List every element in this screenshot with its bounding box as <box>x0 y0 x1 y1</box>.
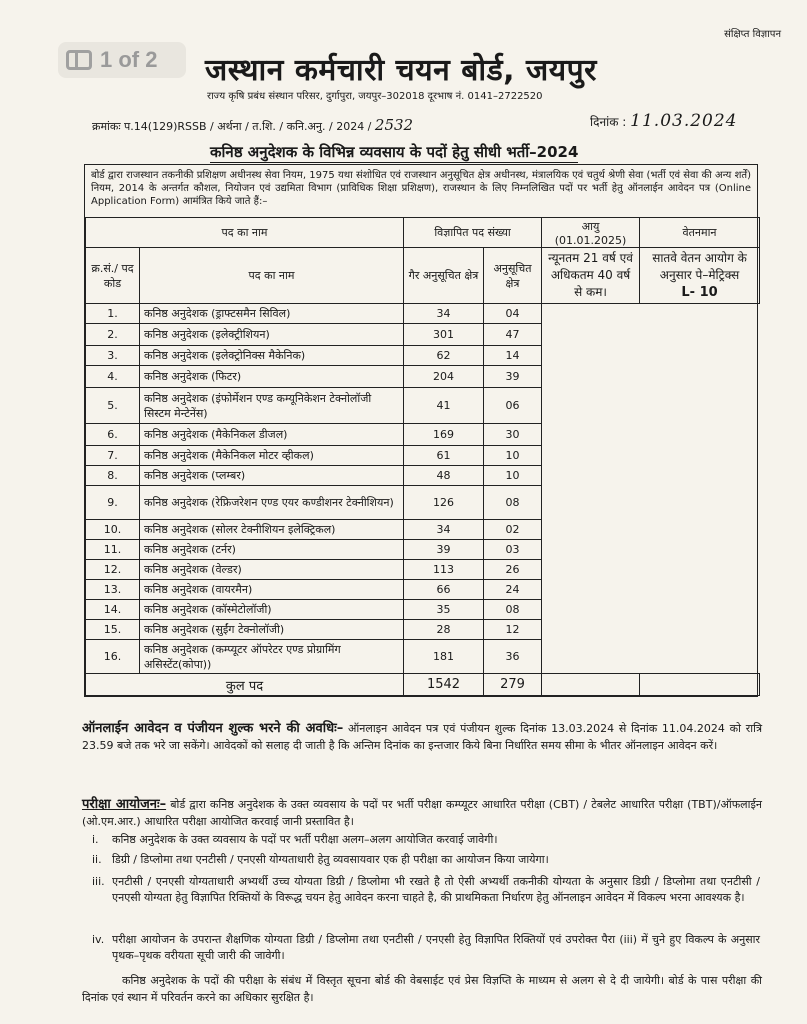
board-title: जस्थान कर्मचारी चयन बोर्ड, जयपुर <box>205 53 597 88</box>
table-row <box>86 424 760 446</box>
row-sno: 16. <box>86 640 140 674</box>
item-number: iii. <box>92 875 105 888</box>
page-indicator-label: 1 of 2 <box>100 47 158 72</box>
row-scheduled: 02 <box>484 520 542 540</box>
row-scheduled: 14 <box>484 346 542 366</box>
exam-title: परीक्षा आयोजनः– <box>82 797 167 812</box>
recruitment-table-box <box>84 164 758 697</box>
row-non-scheduled: 34 <box>404 520 484 540</box>
pay-scale-cell <box>640 248 760 304</box>
row-scheduled: 12 <box>484 620 542 640</box>
total-label: कुल पद <box>86 674 404 696</box>
sidebar-panel-icon <box>66 50 92 70</box>
row-post-name: कनिष्ठ अनुदेशक (मैकेनिकल डीजल) <box>140 424 404 446</box>
online-text: ऑनलाइन आवेदन पत्र एवं पंजीयन शुल्क दिनांक 13.03.2024 से दिनांक 11.04.2024 को रात्रि 23.59 बजे तक भरे जा सकेंगे। आवेदकों को सलाह दी जाती है कि अन्तिम दिनांक का इन्तजार किये बिना निर्धारित समय सीमा के भीतर ऑनलाइन आवेदन करें। <box>82 722 763 752</box>
item-number: ii. <box>92 853 102 866</box>
row-sno: 11. <box>86 540 140 560</box>
header-scheduled: अनुसूचित क्षेत्र <box>484 248 542 304</box>
row-post-name: कनिष्ठ अनुदेशक (टर्नर) <box>140 540 404 560</box>
row-non-scheduled: 62 <box>404 346 484 366</box>
item-number: iv. <box>92 933 105 946</box>
row-scheduled: 10 <box>484 446 542 466</box>
row-sno: 7. <box>86 446 140 466</box>
table-row <box>86 388 760 424</box>
ad-tag: संक्षिप्त विज्ञापन <box>724 29 781 40</box>
board-address: राज्य कृषि प्रबंध संस्थान परिसर, दुर्गापुरा, जयपुर–302018 दूरभाष नं. 0141–2722520 <box>207 91 543 102</box>
row-post-name: कनिष्ठ अनुदेशक (कम्प्यूटर ऑपरेटर एण्ड प्रोग्रामिंग असिस्टेंट(कोपा)) <box>140 640 404 674</box>
exam-item-3 <box>92 874 760 906</box>
row-sno: 4. <box>86 366 140 388</box>
item-text: कनिष्ठ अनुदेशक के उक्त व्यवसाय के पदों पर भर्ती परीक्षा अलग–अलग आयोजित करवाई जावेगी। <box>112 833 498 846</box>
row-non-scheduled: 39 <box>404 540 484 560</box>
row-non-scheduled: 41 <box>404 388 484 424</box>
exam-item-4 <box>92 932 760 964</box>
table-row <box>86 540 760 560</box>
table-row <box>86 346 760 366</box>
row-sno: 5. <box>86 388 140 424</box>
row-post-name: कनिष्ठ अनुदेशक (फिटर) <box>140 366 404 388</box>
header-non-scheduled: गैर अनुसूचित क्षेत्र <box>404 248 484 304</box>
row-post-name: कनिष्ठ अनुदेशक (वायरमैन) <box>140 580 404 600</box>
row-sno: 15. <box>86 620 140 640</box>
row-non-scheduled: 113 <box>404 560 484 580</box>
online-title: ऑनलाईन आवेदन व पंजीयन शुल्क भरने की अवधिः– <box>82 721 344 736</box>
row-sno: 2. <box>86 324 140 346</box>
exam-item-2 <box>92 852 760 868</box>
header-age: आयु (01.01.2025) <box>542 218 640 248</box>
row-non-scheduled: 204 <box>404 366 484 388</box>
row-non-scheduled: 28 <box>404 620 484 640</box>
table-row <box>86 600 760 620</box>
row-scheduled: 04 <box>484 304 542 324</box>
table-row <box>86 620 760 640</box>
row-sno: 1. <box>86 304 140 324</box>
date-line <box>590 111 738 131</box>
table-row <box>86 520 760 540</box>
row-sno: 9. <box>86 486 140 520</box>
header-vacancies: विज्ञापित पद संख्या <box>404 218 542 248</box>
row-scheduled: 30 <box>484 424 542 446</box>
table-row <box>86 560 760 580</box>
total-scheduled: 279 <box>484 674 542 696</box>
item-text: परीक्षा आयोजन के उपरान्त शैक्षणिक योग्यता डिग्री / डिप्लोमा तथा एनटीसी / एनएसी हेतु विज्ञापित रिक्तियों एवं उपरोक्त पैरा (iii) में चुने हुए विकल्प के अनुसार पृथक–पृथक वरीयता सूची जारी की जावेगी। <box>112 933 760 962</box>
row-post-name: कनिष्ठ अनुदेशक (इलेक्ट्रोनिक्स मैकेनिक) <box>140 346 404 366</box>
age-limit-cell: न्यूनतम 21 वर्ष एवं अधिकतम 40 वर्ष से कम। <box>542 248 640 304</box>
reference-number: 2532 <box>374 116 414 134</box>
row-non-scheduled: 35 <box>404 600 484 620</box>
table-row <box>86 304 760 324</box>
header-post-name-2: पद का नाम <box>140 248 404 304</box>
row-post-name: कनिष्ठ अनुदेशक (सोलर टेक्नीशियन इलेक्ट्रिकल) <box>140 520 404 540</box>
exam-item-1 <box>92 832 760 848</box>
date-label: दिनांक : <box>590 115 627 129</box>
row-post-name: कनिष्ठ अनुदेशक (वेल्डर) <box>140 560 404 580</box>
intro-paragraph: बोर्ड द्वारा राजस्थान तकनीकी प्रशिक्षण अधीनस्थ सेवा नियम, 1975 यथा संशोधित एवं राजस्थान अनुसूचित क्षेत्र अधीनस्थ, मंत्रालयिक एवं चतुर्थ श्रेणी सेवा (भर्ती एवं सेवा की अन्य शर्तें) नियम, 2014 के अन्तर्गत कौशल, नियोजन एवं उद्यमिता विभाग (प्राविधिक शिक्षा प्रशिक्षण), राजस्थान के लिए निम्नलिखित पदों पर भर्ती हेतु ऑनलाईन आवेदन पत्र (Online Application Form) आमंत्रित किये जाते हैं:– <box>91 170 751 207</box>
row-non-scheduled: 48 <box>404 466 484 486</box>
row-post-name: कनिष्ठ अनुदेशक (ड्राफ्टसमैन सिविल) <box>140 304 404 324</box>
row-scheduled: 26 <box>484 560 542 580</box>
row-post-name: कनिष्ठ अनुदेशक (इलेक्ट्रीशियन) <box>140 324 404 346</box>
row-scheduled: 39 <box>484 366 542 388</box>
row-scheduled: 08 <box>484 600 542 620</box>
date-value: 11.03.2024 <box>630 111 738 131</box>
row-non-scheduled: 169 <box>404 424 484 446</box>
exam-closing: कनिष्ठ अनुदेशक के पदों की परीक्षा के संबंध में विस्तृत सूचना बोर्ड की वेबसाईट एवं प्रेस विज्ञप्ति के माध्यम से अलग से दे दी जायेगी। बोर्ड के पास परीक्षा की दिनांक एवं स्थान में परिवर्तन करने का अधिकार सुरक्षित है। <box>82 974 762 1004</box>
exam-section <box>82 796 762 830</box>
posts-table <box>85 217 760 696</box>
header-sno: क्र.सं./ पद कोड <box>86 248 140 304</box>
row-sno: 10. <box>86 520 140 540</box>
row-scheduled: 08 <box>484 486 542 520</box>
item-text: डिग्री / डिप्लोमा तथा एनटीसी / एनएसी योग्यताधारी हेतु व्यवसायवार एक ही परीक्षा का आयोजन किया जायेगा। <box>112 853 549 866</box>
row-post-name: कनिष्ठ अनुदेशक (प्लम्बर) <box>140 466 404 486</box>
row-sno: 12. <box>86 560 140 580</box>
row-scheduled: 47 <box>484 324 542 346</box>
row-post-name: कनिष्ठ अनुदेशक (रेफ्रिजरेशन एण्ड एयर कण्डीशनर टेक्नीशियन) <box>140 486 404 520</box>
reference-label: क्रमांकः प.14(129)RSSB / अर्थना / त.शि. / कनि.अनु. / 2024 / <box>92 120 372 133</box>
table-row <box>86 640 760 674</box>
row-non-scheduled: 181 <box>404 640 484 674</box>
exam-text: बोर्ड द्वारा कनिष्ठ अनुदेशक के उक्त व्यवसाय के पदों पर भर्ती परीक्षा कम्प्यूटर आधारित परीक्षा (CBT) / टेबलेट आधारित परीक्षा (TBT)/ऑफलाईन (ओ.एम.आर.) आधारित परीक्षा आयोजित करवाई जानी प्रस्तावित है। <box>82 798 762 828</box>
row-post-name: कनिष्ठ अनुदेशक (कॉस्मेटोलॉजी) <box>140 600 404 620</box>
reference-line <box>92 116 413 134</box>
table-row <box>86 580 760 600</box>
row-sno: 3. <box>86 346 140 366</box>
row-scheduled: 36 <box>484 640 542 674</box>
pay-level: L- 10 <box>681 285 718 300</box>
page-indicator[interactable] <box>58 42 186 78</box>
item-number: i. <box>92 833 99 846</box>
row-scheduled: 06 <box>484 388 542 424</box>
total-non-scheduled: 1542 <box>404 674 484 696</box>
row-non-scheduled: 66 <box>404 580 484 600</box>
row-non-scheduled: 61 <box>404 446 484 466</box>
row-scheduled: 03 <box>484 540 542 560</box>
table-row <box>86 446 760 466</box>
table-row <box>86 324 760 346</box>
table-row <box>86 366 760 388</box>
row-non-scheduled: 34 <box>404 304 484 324</box>
row-sno: 8. <box>86 466 140 486</box>
row-post-name: कनिष्ठ अनुदेशक (इंफोर्मेशन एण्ड कम्यूनिकेशन टेक्नोलॉजी सिस्टम मेन्टेनेंस) <box>140 388 404 424</box>
row-scheduled: 10 <box>484 466 542 486</box>
row-sno: 6. <box>86 424 140 446</box>
header-pay-scale: वेतनमान <box>640 218 760 248</box>
row-scheduled: 24 <box>484 580 542 600</box>
row-sno: 14. <box>86 600 140 620</box>
page-heading: कनिष्ठ अनुदेशक के विभिन्न व्यवसाय के पदों हेतु सीधी भर्ती–2024 <box>210 143 579 161</box>
row-non-scheduled: 126 <box>404 486 484 520</box>
item-text: एनटीसी / एनएसी योग्यताधारी अभ्यर्थी उच्च योग्यता डिग्री / डिप्लोमा भी रखते है तो ऐसी अभ्यर्थी तकनीकी योग्यता के अनुसार डिग्री / डिप्लोमा तथा एनटीसी / एनएसी योग्यता हेतु विज्ञापित रिक्तियों के विरूद्ध चयन हेतु आवेदन करना चाहते है, की प्राथमिकता निर्धारण हेतु ऑनलाइन आवेदन में विकल्प भरना आवश्यक है। <box>112 875 760 904</box>
header-post-name: पद का नाम <box>86 218 404 248</box>
online-application-section <box>82 720 762 754</box>
row-non-scheduled: 301 <box>404 324 484 346</box>
pay-scale-text: सातवे वेतन आयोग के अनुसार पे–मेट्रिक्स <box>652 251 747 282</box>
table-row <box>86 486 760 520</box>
row-post-name: कनिष्ठ अनुदेशक (सुईंग टेक्नोलॉजी) <box>140 620 404 640</box>
row-post-name: कनिष्ठ अनुदेशक (मैकेनिकल मोटर व्हीकल) <box>140 446 404 466</box>
table-row <box>86 466 760 486</box>
row-sno: 13. <box>86 580 140 600</box>
